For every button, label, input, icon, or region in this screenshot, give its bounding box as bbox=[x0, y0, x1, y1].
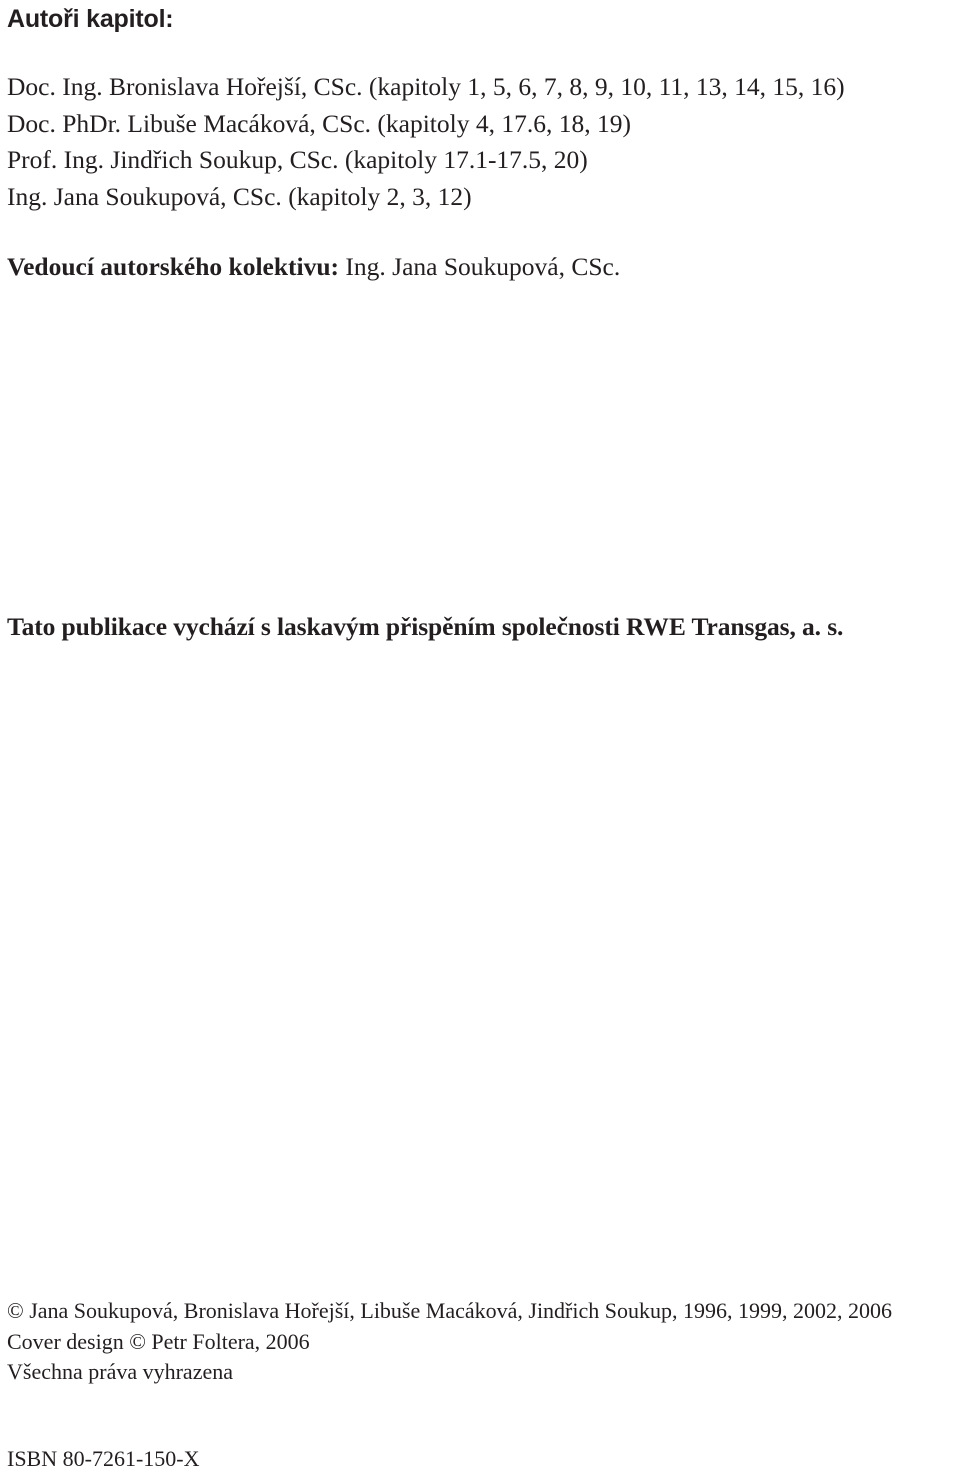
author-line bbox=[7, 179, 952, 216]
author-name: Doc. Ing. Bronislava Hořejší, CSc. bbox=[7, 72, 363, 101]
author-name: Ing. Jana Soukupová, CSc. bbox=[7, 181, 282, 211]
author-line bbox=[7, 69, 952, 106]
isbn: ISBN 80-7261-150-X bbox=[7, 1446, 200, 1471]
authors-list bbox=[7, 69, 952, 215]
author-line bbox=[7, 142, 952, 179]
author-line bbox=[7, 106, 952, 143]
authors-heading: Autoři kapitol: bbox=[7, 5, 174, 33]
team-leader-name: Ing. Jana Soukupová, CSc. bbox=[345, 252, 621, 281]
author-chapters: (kapitoly 2, 3, 12) bbox=[288, 181, 472, 211]
author-chapters: (kapitoly 1, 5, 6, 7, 8, 9, 10, 11, 13, 14, 15, 16) bbox=[368, 72, 845, 101]
cover-design-line: Cover design © Petr Foltera, 2006 bbox=[7, 1328, 310, 1354]
rights-line: Všechna práva vyhrazena bbox=[7, 1359, 233, 1384]
imprint bbox=[7, 1296, 952, 1388]
author-name: Doc. PhDr. Libuše Macáková, CSc. bbox=[7, 108, 372, 138]
author-name: Prof. Ing. Jindřich Soukup, CSc. bbox=[7, 145, 339, 174]
author-chapters: (kapitoly 17.1-17.5, 20) bbox=[344, 145, 588, 174]
copyright-line: © Jana Soukupová, Bronislava Hořejší, Libuše Macáková, Jindřich Soukup, 1996, 1999, 2002, 2006 bbox=[7, 1298, 892, 1323]
team-leader-label: Vedoucí autorského kolektivu: bbox=[7, 252, 340, 281]
team-leader bbox=[7, 252, 952, 282]
sponsor-note: Tato publikace vychází s laskavým přispěním společnosti RWE Transgas, a. s. bbox=[7, 612, 844, 641]
author-chapters: (kapitoly 4, 17.6, 18, 19) bbox=[377, 108, 631, 138]
